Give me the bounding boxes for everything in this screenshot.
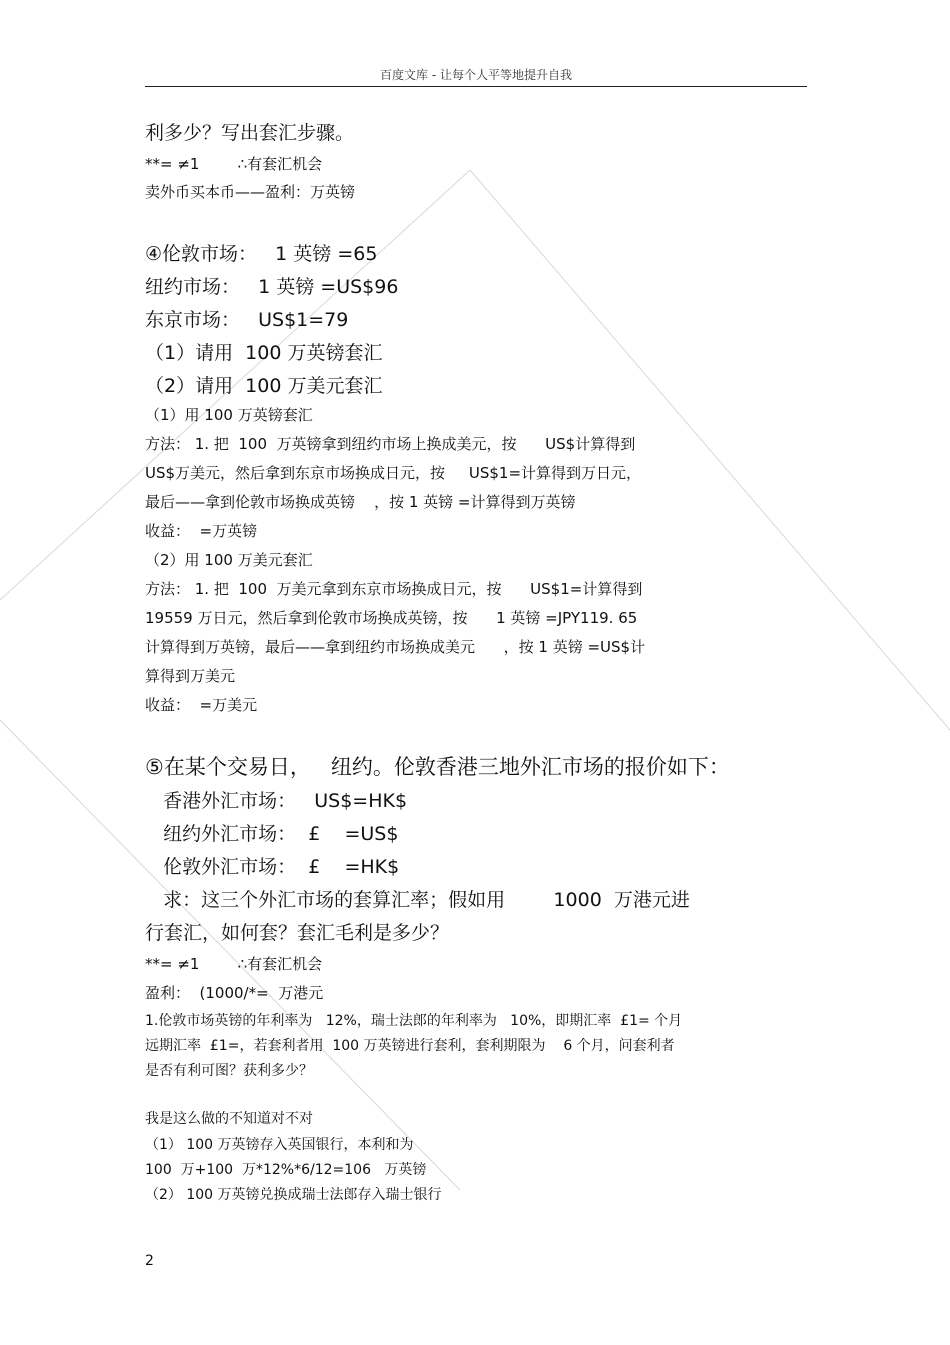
text-line: 伦敦外汇市场： £ =HK$ [145, 856, 400, 878]
text-line: ⑤在某个交易日， 纽约。伦敦香港三地外汇市场的报价如下： [145, 755, 730, 779]
text-line: 纽约外汇市场： £ =US$ [145, 823, 399, 845]
text-line: （2） 100 万英镑兑换成瑞士法郎存入瑞士银行 [145, 1187, 442, 1203]
text-line: 香港外汇市场： US$=HK$ [145, 790, 408, 812]
text-line: 利多少？写出套汇步骤。 [145, 122, 355, 144]
text-line: （1）用 100 万英镑套汇 [145, 406, 313, 424]
text-line: （2）请用 100 万美元套汇 [145, 375, 383, 397]
text-line: 行套汇，如何套？套汇毛利是多少？ [145, 922, 450, 944]
page-number: 2 [145, 1253, 154, 1269]
text-line: US$万美元，然后拿到东京市场换成日元，按 US$1=计算得到万日元， [145, 464, 642, 482]
text-line: 最后——拿到伦敦市场换成英镑 ，按 1 英镑 =计算得到万英镑 [145, 493, 576, 511]
text-line: 收益： =万英镑 [145, 522, 258, 540]
text-line: 方法： 1. 把 100 万美元拿到东京市场换成日元，按 US$1=计算得到 [145, 580, 643, 598]
text-line: **= ≠1 ∴有套汇机会 [145, 155, 323, 173]
text-line: 计算得到万英镑，最后——拿到纽约市场换成美元 ，按 1 英镑 =US$计 [145, 638, 646, 656]
text-line: 盈利： (1000/*= 万港元 [145, 984, 324, 1002]
text-line: 100 万+100 万*12%*6/12=106 万英镑 [145, 1162, 427, 1178]
text-line: 19559 万日元，然后拿到伦敦市场换成英镑，按 1 英镑 =JPY119. 65 [145, 609, 638, 627]
page-header: 百度文库 - 让每个人平等地提升自我 [380, 68, 572, 82]
text-line: 纽约市场： 1 英镑 =US$96 [145, 276, 399, 298]
text-line: 1.伦敦市场英镑的年利率为 12%，瑞士法郎的年利率为 10%，即期汇率 £1= 个月 [145, 1013, 683, 1029]
text-line: 求：这三个外汇市场的套算汇率；假如用 1000 万港元进 [145, 889, 690, 911]
text-line: ④伦敦市场： 1 英镑 =65 [145, 243, 378, 265]
text-line: （2）用 100 万美元套汇 [145, 551, 313, 569]
text-line: 收益： =万美元 [145, 696, 258, 714]
text-line: 卖外币买本币——盈利：万英镑 [145, 183, 356, 201]
text-line: **= ≠1 ∴有套汇机会 [145, 955, 323, 973]
text-line: 我是这么做的不知道对不对 [145, 1111, 313, 1127]
text-line: 方法： 1. 把 100 万英镑拿到纽约市场上换成美元，按 US$计算得到 [145, 435, 636, 453]
text-line: 算得到万美元 [145, 667, 236, 685]
text-line: 东京市场： US$1=79 [145, 309, 349, 331]
text-line: （1）请用 100 万英镑套汇 [145, 342, 383, 364]
text-line: 远期汇率 £1=，若套利者用 100 万英镑进行套利，套利期限为 6 个月，问套利者 [145, 1038, 675, 1054]
text-line: （1） 100 万英镑存入英国银行，本利和为 [145, 1137, 414, 1153]
text-line: 是否有利可图？获利多少？ [145, 1063, 313, 1079]
